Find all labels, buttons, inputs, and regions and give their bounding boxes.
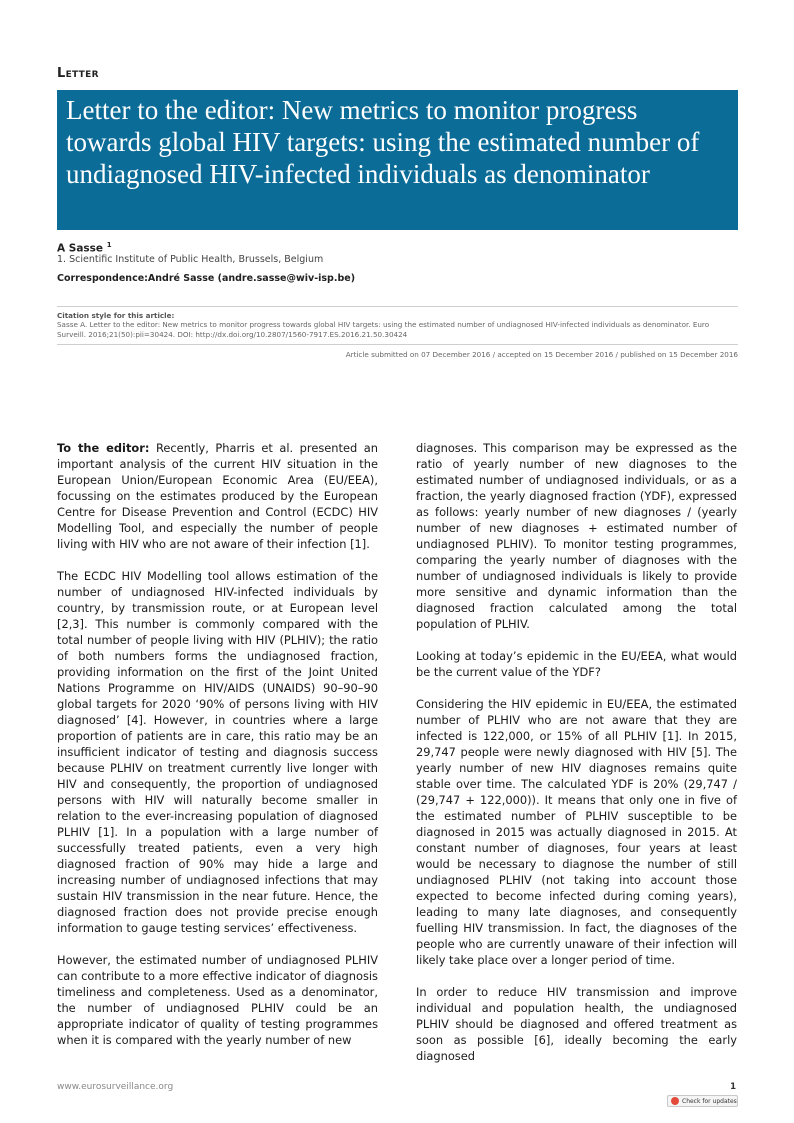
crossmark-icon: [671, 1097, 679, 1105]
paragraph-text: Recently, Pharris et al. presented an important analysis of the current HIV situation in the European Union/European Economic Area (EU/EEA), focussing on the estimates produced by the European Centre for Disease Prevention and Control (ECDC) HIV Modelling Tool, and especially the number of people living with HIV who are not aware of their infection [1].: [57, 441, 378, 551]
paragraph: In order to reduce HIV transmission and improve individual and population health, the undiagnosed PLHIV should be diagnosed and offered treatment as soon as possible [6], ideally becoming the early diagnosed: [416, 985, 737, 1063]
body-column-left: [57, 440, 378, 1064]
section-label: Letter: [57, 66, 99, 81]
paragraph: However, the estimated number of undiagnosed PLHIV can contribute to a more effective indicator of diagnosis timeliness and completeness. Used as a denominator, the number of undiagnosed PLHIV could be an appropriate indicator of quality of testing programmes when it is compared with the yearly number of new: [57, 953, 378, 1047]
paragraph: [57, 440, 378, 552]
article-dates: Article submitted on 07 December 2016 / accepted on 15 December 2016 / published on 15 December 2016: [345, 350, 738, 359]
check-for-updates-button[interactable]: [667, 1095, 738, 1107]
citation-text: Sasse A. Letter to the editor: New metrics to monitor progress towards global HIV targets: using the estimated number of undiagnosed HIV-infected individuals as denominator. Euro Surveill. 2016;21(50):pii=30424. DOI: http://dx.doi.org/10.2807/1560-7917.ES.2016.21.50.30424: [57, 320, 710, 339]
body-column-right: [416, 440, 737, 1080]
author-affiliation: 1. Scientific Institute of Public Health, Brussels, Belgium: [57, 254, 324, 265]
article-title: Letter to the editor: New metrics to monitor progress towards global HIV targets: using the estimated number of undiagnosed HIV-infected individuals as denominator: [66, 95, 700, 189]
paragraph: Considering the HIV epidemic in EU/EEA, the estimated number of PLHIV who are not aware that they are infected is 122,000, or 15% of all PLHIV [1]. In 2015, 29,747 people were newly diagnosed with HIV [5]. The yearly number of new HIV diagnoses remains quite stable over time. The calculated YDF is 20% (29,747 / (29,747 + 122,000)). It means that only one in five of the estimated number of PLHIV susceptible to be diagnosed in 2015 was actually diagnosed in 2015. At constant number of diagnoses, four years at least would be necessary to diagnose the number of still undiagnosed PLHIV (not taking into account those expected to become infected during coming years), leading to many late diagnoses, and consequently fuelling HIV transmission. In fact, the diagnoses of the people who are currently unaware of their infection will likely take place over a longer period of time.: [416, 697, 737, 967]
author-name: A Sasse: [57, 242, 104, 255]
paragraph: The ECDC HIV Modelling tool allows estimation of the number of undiagnosed HIV-infected individuals by country, by transmission route, or at European level [2,3]. This number is commonly compared with the total number of people living with HIV (PLHIV); the ratio of both numbers forms the undiagnosed fraction, providing information on the first of the Joint United Nations Programme on HIV/AIDS (UNAIDS) 90–90–90 global targets for 2020 ‘90% of persons living with HIV diagnosed’ [4]. However, in countries where a large proportion of patients are in care, this ratio may be an insufficient indicator of testing and diagnosis success because PLHIV on treatment currently live longer with HIV and consequently, the proportion of undiagnosed persons with HIV will naturally become smaller in relation to the ever-increasing population of diagnosed PLHIV [1]. In a population with a large number of successfully treated patients, even a very high diagnosed fraction of 90% may hide a large and increasing number of undiagnosed infections that may sustain HIV transmission in the near future. Hence, the diagnosed fraction does not provide precise enough information to gauge testing services’ effectiveness.: [57, 569, 378, 935]
author-affiliation-marker: 1: [106, 241, 112, 249]
citation-heading: Citation style for this article:: [57, 311, 175, 320]
divider: [57, 306, 738, 307]
paragraph-lead: To the editor:: [57, 441, 150, 455]
paragraph: diagnoses. This comparison may be expressed as the ratio of yearly number of new diagnoses to the estimated number of undiagnosed individuals, or as a fraction, the yearly diagnosed fraction (YDF), expressed as follows: yearly number of new diagnoses / (yearly number of new diagnoses + estimated number of undiagnosed PLHIV). To monitor testing programmes, comparing the yearly number of diagnoses with the number of undiagnosed individuals is likely to provide more sensitive and dynamic information than the diagnosed fraction calculated among the total population of PLHIV.: [416, 441, 737, 631]
author-line: [57, 241, 112, 255]
divider: [57, 344, 738, 345]
correspondence[interactable]: Correspondence:André Sasse (andre.sasse@wiv-isp.be): [57, 273, 356, 284]
footer-url[interactable]: www.eurosurveillance.org: [57, 1082, 174, 1092]
article-title-banner: [57, 90, 738, 230]
check-for-updates-label: Check for updates: [682, 1097, 737, 1105]
page-number: 1: [730, 1082, 736, 1092]
paragraph: Looking at today’s epidemic in the EU/EEA, what would be the current value of the YDF?: [416, 649, 737, 679]
